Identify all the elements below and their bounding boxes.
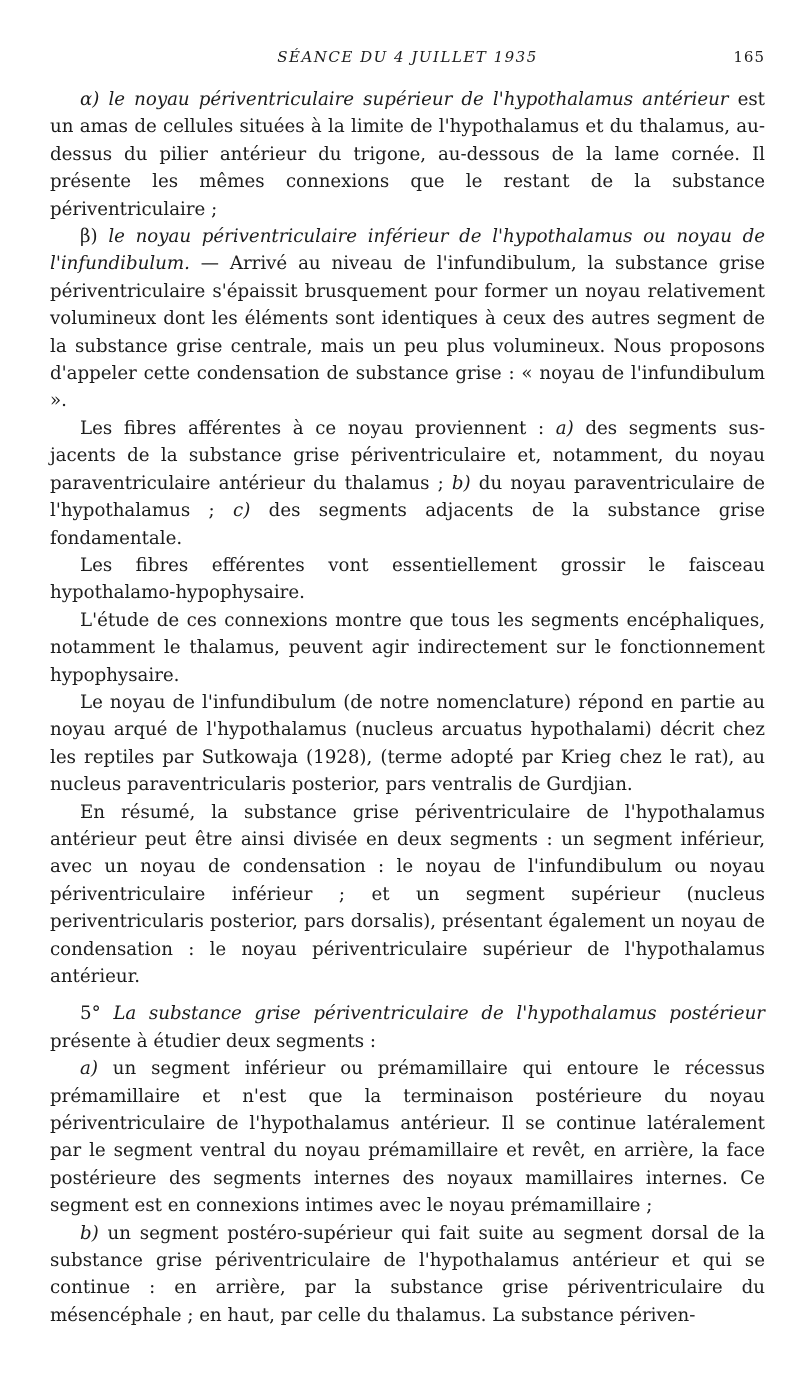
enum-marker-b: b) [451,472,471,494]
paragraph-text: — Arrivé au niveau de l'infundibulum, la substance grise périventriculaire s'épaissit brusquement pour former un noyau relativement volumineux dont les éléments sont identiques à ceux des autres segment de la substance grise centrale, mais un peu plus volumineux. Nous proposons d'appeler cette condensation de substance grise : « noyau de l'infundibulum ». [50,253,765,412]
item-marker: α) [80,89,100,110]
paragraph-infundibulum-nucleus: Le noyau de l'infundibulum (de notre nomenclature) répond en partie au noyau arqué de l'hypothalamus (nucleus arcuatus hypothalami) décrit chez les reptiles par Sutkowaja (1928), (terme adopté par Krieg chez le rat), au nucleus paraventricularis posterior, pars ventralis de Gurdjian. [50,691,765,796]
text-run: des segments adjacents de la substance grise fondamentale. [50,500,765,549]
running-title: SÉANCE DU 4 JUILLET 1935 [277,48,538,66]
item-marker: a) [80,1058,98,1080]
paragraph-alpha [50,86,765,223]
enum-marker-c: c) [233,500,251,522]
item-marker: β) [80,226,98,248]
section-number: 5° [80,1003,101,1025]
item-heading: le noyau périventriculaire inférieur de l'hypothalamus ou noyau de l'infundibulum. [50,226,765,275]
item-heading: le noyau périventriculaire supérieur de l'hypothalamus antérieur [108,89,729,110]
page-header [50,48,765,72]
body-text [50,86,765,1329]
item-marker: b) [80,1222,99,1244]
text-run: du noyau paraventriculaire de l'hypothalamus ; [50,472,765,522]
paragraph-text: présente à étudier deux segments : [50,1030,377,1052]
paragraph-efferent-fibres: Les fibres efférentes vont essentiellement grossir le faisceau hypothalamo-hypophysaire. [50,554,765,604]
section-5-heading [50,1000,765,1055]
text-run: Les fibres afférentes à ce noyau proviennent : [80,417,556,439]
section-title: La substance grise périventriculaire de l'hypothalamus postérieur [113,1003,765,1025]
paragraph-connexions-study: L'étude de ces connexions montre que tous les segments encéphaliques, notamment le thalamus, peuvent agir indirectement sur le fonctionnement hypophysaire. [50,609,765,686]
paragraph-text: un segment postéro-supérieur qui fait suite au segment dorsal de la substance grise périventriculaire de l'hypothalamus antérieur et qui se continue : en arrière, par la substance grise périventriculaire du mésencéphale ; en haut, par celle du thalamus. La substance périven- [50,1222,765,1326]
paragraph-segment-a [50,1055,765,1219]
paragraph-text: un segment inférieur ou prémamillaire qui entoure le récessus prémamillaire et n'est que la terminaison postérieure du noyau périventriculaire de l'hypothalamus antérieur. Il se continue latéralement par le segment ventral du noyau prémamillaire et revêt, en arrière, la face postérieure des segments internes des noyaux mamillaires internes. Ce segment est en connexions intimes avec le noyau prémamillaire ; [50,1058,765,1217]
paragraph-segment-b [50,1220,765,1330]
paragraph-afferent-fibres [50,415,765,552]
enum-marker-a: a) [555,417,574,439]
paragraph-summary: En résumé, la substance grise périventriculaire de l'hypothalamus antérieur peut être ainsi divisée en deux segments : un segment inférieur, avec un noyau de condensation : le noyau de l'infundibulum ou noyau périventriculaire inférieur ; et un segment supérieur (nucleus periventricularis posterior, pars dorsalis), présentant également un noyau de condensation : le noyau périventriculaire supérieur de l'hypothalamus antérieur. [50,801,765,987]
paragraph-beta [50,223,765,415]
paragraph-text: est un amas de cellules situées à la limite de l'hypothalamus et du thalamus, au-dessus du pilier antérieur du trigone, au-dessous de la lame cornée. Il présente les mêmes connexions que le restant de la substance périventriculaire ; [50,89,765,220]
page-number: 165 [733,48,765,66]
text-run: des segments sus-jacents de la substance grise périventriculaire et, notamment, du noyau paraventriculaire antérieur du thalamus ; [50,417,765,494]
